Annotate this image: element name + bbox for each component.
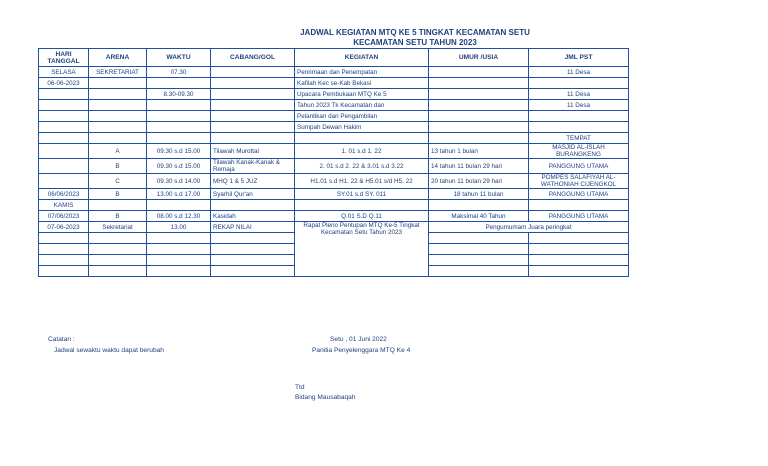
table-header-row bbox=[39, 49, 629, 67]
table-cell bbox=[147, 111, 211, 122]
header-kegiatan: KEGIATAN bbox=[295, 49, 429, 67]
table-cell bbox=[211, 122, 295, 133]
table-row bbox=[39, 211, 629, 222]
table-cell: 13.00 s.d 17.00 bbox=[147, 189, 211, 200]
table-cell: 08.00 s.d 12.30 bbox=[147, 211, 211, 222]
table-cell: TEMPAT bbox=[529, 133, 629, 144]
table-row bbox=[39, 144, 629, 159]
table-cell bbox=[211, 100, 295, 111]
table-cell bbox=[295, 200, 429, 211]
table-cell: KAMIS bbox=[39, 200, 89, 211]
table-cell: MHQ 1 & 5 JUZ bbox=[211, 174, 295, 189]
table-cell bbox=[39, 266, 89, 277]
table-cell bbox=[211, 89, 295, 100]
ttd-label: Ttd bbox=[295, 384, 305, 391]
bidang-label: Bidang Mausabaqah bbox=[295, 394, 356, 401]
table-cell: C bbox=[89, 174, 147, 189]
table-cell: Pelantikan dan Pengambilan bbox=[295, 111, 429, 122]
table-cell bbox=[89, 89, 147, 100]
table-cell: B bbox=[89, 189, 147, 200]
table-cell: A bbox=[89, 144, 147, 159]
table-cell: SY.01 s.d SY. 011 bbox=[295, 189, 429, 200]
table-cell bbox=[147, 100, 211, 111]
table-cell bbox=[429, 200, 529, 211]
table-row bbox=[39, 200, 629, 211]
header-umur-usia: UMUR /USIA bbox=[429, 49, 529, 67]
table-cell: 07-06-2023 bbox=[39, 222, 89, 233]
table-row bbox=[39, 122, 629, 133]
table-cell: PANGGUNG UTAMA bbox=[529, 189, 629, 200]
table-cell bbox=[529, 111, 629, 122]
table-row bbox=[39, 222, 629, 233]
table-cell bbox=[529, 266, 629, 277]
place-date: Setu , 01 Juni 2022 bbox=[330, 336, 387, 343]
header-waktu: WAKTU bbox=[147, 49, 211, 67]
table-cell bbox=[529, 78, 629, 89]
table-cell: Sekretariat bbox=[89, 222, 147, 233]
table-cell bbox=[39, 133, 89, 144]
table-cell: PANGGUNG UTAMA bbox=[529, 159, 629, 174]
table-cell: 2. 01 s.d 2. 22 & 3.01 s.d 3.22 bbox=[295, 159, 429, 174]
table-cell bbox=[429, 244, 529, 255]
table-cell: Maksimal 40 Tahun bbox=[429, 211, 529, 222]
catatan-label: Catatan : bbox=[48, 336, 75, 343]
table-row bbox=[39, 67, 629, 78]
document-subtitle: KECAMATAN SETU TAHUN 2023 bbox=[353, 38, 477, 47]
table-row bbox=[39, 174, 629, 189]
table-cell bbox=[147, 122, 211, 133]
table-cell: Tilawah Murottal bbox=[211, 144, 295, 159]
table-cell: 06-06-2023 bbox=[39, 78, 89, 89]
header-cabang-gol: CABANG/GOL bbox=[211, 49, 295, 67]
table-cell: H1.01 s.d H1. 22 & H5.01 s/d H5. 22 bbox=[295, 174, 429, 189]
table-cell: Kasidah bbox=[211, 211, 295, 222]
table-cell bbox=[429, 67, 529, 78]
table-cell: 07/06/2023 bbox=[39, 211, 89, 222]
table-cell bbox=[211, 200, 295, 211]
table-cell: 1. 01 s.d 1. 22 bbox=[295, 144, 429, 159]
table-cell bbox=[429, 89, 529, 100]
table-cell: Syarhil Qur'an bbox=[211, 189, 295, 200]
table-cell bbox=[39, 255, 89, 266]
document-title: JADWAL KEGIATAN MTQ KE 5 TINGKAT KECAMATAN SETU bbox=[300, 28, 530, 37]
table-cell: 20 tahun 11 bulan 29 hari bbox=[429, 174, 529, 189]
table-cell bbox=[89, 100, 147, 111]
table-cell bbox=[211, 111, 295, 122]
table-cell bbox=[39, 100, 89, 111]
table-cell bbox=[39, 144, 89, 159]
table-cell: REKAP NILAI bbox=[211, 222, 295, 233]
table-cell bbox=[429, 122, 529, 133]
schedule-table bbox=[38, 48, 629, 277]
table-row bbox=[39, 159, 629, 174]
table-cell bbox=[147, 233, 211, 244]
table-cell: MASJID AL-ISLAH BURANGKENG bbox=[529, 144, 629, 159]
table-cell bbox=[429, 255, 529, 266]
table-cell: SELASA bbox=[39, 67, 89, 78]
table-cell: Tilawah Kanak-Kanak & Remaja bbox=[211, 159, 295, 174]
table-cell bbox=[147, 255, 211, 266]
table-cell bbox=[211, 266, 295, 277]
table-cell bbox=[429, 233, 529, 244]
table-cell bbox=[295, 133, 429, 144]
table-cell bbox=[429, 111, 529, 122]
table-cell bbox=[89, 78, 147, 89]
table-cell bbox=[89, 255, 147, 266]
table-cell bbox=[211, 233, 295, 244]
table-cell bbox=[89, 266, 147, 277]
table-row bbox=[39, 78, 629, 89]
table-cell bbox=[147, 244, 211, 255]
table-cell: Kafilah Kec se-Kab Bekasi bbox=[295, 78, 429, 89]
table-cell bbox=[429, 133, 529, 144]
table-cell: 09.30 s.d 15.00 bbox=[147, 144, 211, 159]
table-cell: 13 tahun 1 bulan bbox=[429, 144, 529, 159]
table-cell bbox=[39, 111, 89, 122]
table-cell bbox=[529, 244, 629, 255]
table-cell bbox=[147, 266, 211, 277]
table-cell: 13.00 bbox=[147, 222, 211, 233]
table-row bbox=[39, 89, 629, 100]
table-cell bbox=[211, 67, 295, 78]
table-cell bbox=[147, 200, 211, 211]
table-cell bbox=[529, 200, 629, 211]
header-arena: ARENA bbox=[89, 49, 147, 67]
table-cell bbox=[89, 111, 147, 122]
table-cell-rapat-pleno: Rapat Pleno Pentupan MTQ Ke-5 Tingkat Kecamatan Setu Tahun 2023 bbox=[295, 222, 429, 277]
table-cell: B bbox=[89, 159, 147, 174]
table-cell bbox=[39, 122, 89, 133]
table-cell bbox=[39, 89, 89, 100]
table-cell: 09.30 s.d 15.00 bbox=[147, 159, 211, 174]
table-cell: Sumpah Dewan Hakim bbox=[295, 122, 429, 133]
table-cell: PANGGUNG UTAMA bbox=[529, 211, 629, 222]
table-row bbox=[39, 133, 629, 144]
table-cell bbox=[89, 200, 147, 211]
table-cell: 11 Desa bbox=[529, 89, 629, 100]
table-cell bbox=[211, 133, 295, 144]
table-cell: B bbox=[89, 211, 147, 222]
table-cell: 8.30-09.30 bbox=[147, 89, 211, 100]
table-cell bbox=[429, 78, 529, 89]
table-cell bbox=[529, 233, 629, 244]
table-cell bbox=[147, 78, 211, 89]
table-cell bbox=[89, 122, 147, 133]
table-cell bbox=[211, 255, 295, 266]
table-cell: Penrimaan dan Penempatan bbox=[295, 67, 429, 78]
table-cell bbox=[429, 266, 529, 277]
table-cell: SEKRETARIAT bbox=[89, 67, 147, 78]
table-cell bbox=[529, 122, 629, 133]
table-cell: 11 Desa bbox=[529, 67, 629, 78]
table-cell bbox=[39, 244, 89, 255]
table-cell: Q.01 S.D Q.11 bbox=[295, 211, 429, 222]
table-cell bbox=[89, 133, 147, 144]
table-cell bbox=[429, 100, 529, 111]
table-cell: 07.30 bbox=[147, 67, 211, 78]
header-hari-tanggal: HARI TANGGAL bbox=[39, 49, 89, 67]
header-jml-pst: JML PST bbox=[529, 49, 629, 67]
table-cell bbox=[39, 233, 89, 244]
table-cell bbox=[211, 78, 295, 89]
table-cell bbox=[89, 244, 147, 255]
table-cell: Tahun 2023 Tk Kecamatan dan bbox=[295, 100, 429, 111]
table-row bbox=[39, 189, 629, 200]
table-cell: Upacara Pembukaan MTQ Ke 5 bbox=[295, 89, 429, 100]
table-cell: POMPES SALAFIYAH AL-WATHONIAH CIJENGKOL bbox=[529, 174, 629, 189]
table-cell bbox=[529, 255, 629, 266]
table-cell: 11 Desa bbox=[529, 100, 629, 111]
table-cell bbox=[211, 244, 295, 255]
table-cell: 18 tahun 11 bulan bbox=[429, 189, 529, 200]
catatan-text: Jadwal sewaktu waktu dapat berubah bbox=[54, 347, 164, 354]
table-cell: 14 tahun 11 bulan 29 hari bbox=[429, 159, 529, 174]
table-cell: 09.30 s.d 14.00 bbox=[147, 174, 211, 189]
table-cell bbox=[39, 159, 89, 174]
table-cell bbox=[39, 174, 89, 189]
table-cell-pengumuman: Pengumumam Juara peringkat bbox=[429, 222, 629, 233]
table-cell bbox=[89, 233, 147, 244]
table-cell bbox=[147, 133, 211, 144]
table-row bbox=[39, 111, 629, 122]
committee-name: Panitia Penyelenggara MTQ Ke 4 bbox=[312, 347, 411, 354]
table-row bbox=[39, 100, 629, 111]
table-cell: 06/06/2023 bbox=[39, 189, 89, 200]
